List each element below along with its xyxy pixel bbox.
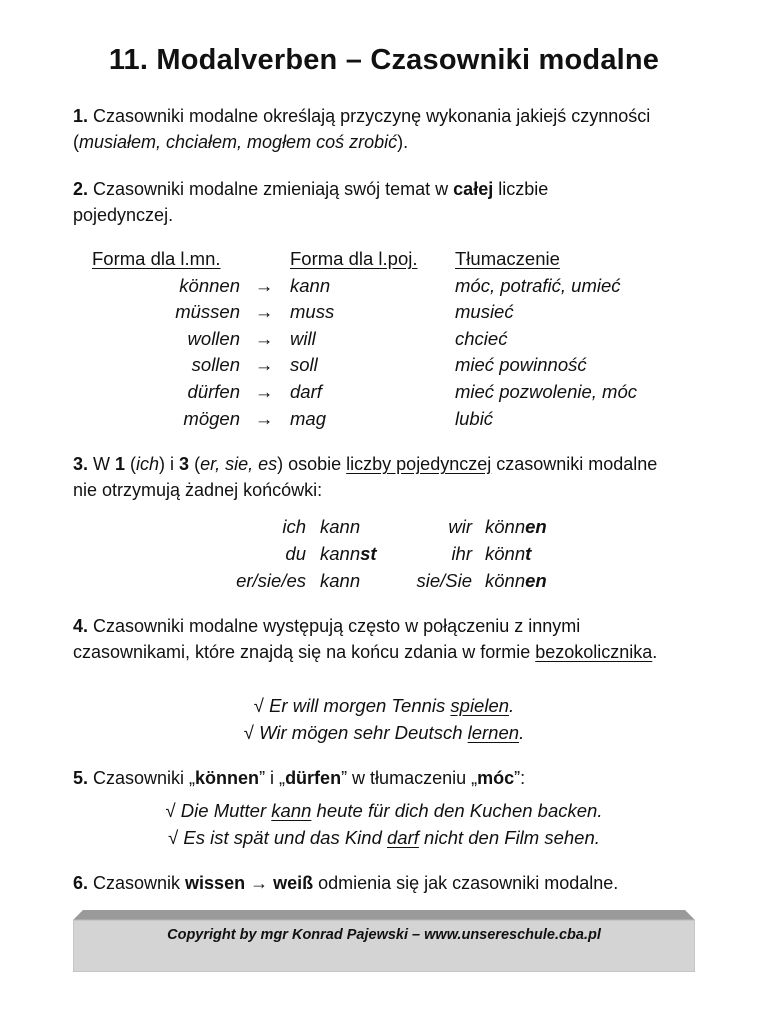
header-translation: Tłumaczenie <box>455 248 560 269</box>
paragraph-3 <box>73 451 673 503</box>
paragraph-6-number: 6. <box>73 873 89 893</box>
p4-underlined: bezokolicznika <box>535 642 653 662</box>
verb-translation: mieć powinność <box>455 354 587 376</box>
verb-translation: musieć <box>455 301 514 323</box>
paragraph-4-number: 4. <box>73 616 89 636</box>
p3-text: ) i <box>159 454 180 474</box>
verb-plural: dürfen <box>187 380 240 402</box>
p3-text: ) osobie <box>277 454 347 474</box>
verb-singular: mag <box>290 407 326 429</box>
pronoun: er/sie/es <box>236 570 306 591</box>
p5-text: ” w tłumaczeniu „ <box>341 768 478 788</box>
p6-text: odmienia się jak czasowniki modalne. <box>313 873 619 893</box>
verb-form: können <box>485 516 547 537</box>
paragraph-2-number: 2. <box>73 179 89 199</box>
paragraph-2 <box>73 176 593 228</box>
arrow-icon: → <box>254 354 274 376</box>
example-sentence: √ Es ist spät und das Kind darf nicht den Film sehen. <box>168 827 600 848</box>
header-plural: Forma dla l.mn. <box>92 248 221 269</box>
paragraph-4-examples <box>0 692 768 746</box>
example-sentence: √ Wir mögen sehr Deutsch lernen. <box>243 722 525 743</box>
pronoun: du <box>285 543 306 564</box>
verb-plural: sollen <box>191 354 240 376</box>
p3-bold-1: 1 <box>115 454 126 474</box>
example-sentence: √ Die Mutter kann heute für dich den Kuchen backen. <box>165 800 603 821</box>
p5-text: ”: <box>514 768 526 788</box>
pronoun: ich <box>282 516 306 537</box>
paragraph-5 <box>73 765 713 791</box>
p6-bold: wissen → weiß <box>185 873 314 893</box>
arrow-icon: → <box>254 274 274 296</box>
p5-bold: können <box>195 768 260 788</box>
verb-form: kann <box>320 516 361 537</box>
header-singular: Forma dla l.poj. <box>290 248 418 269</box>
pronoun: wir <box>448 516 472 537</box>
p6-text: Czasownik <box>88 873 186 893</box>
arrow-icon: → <box>254 407 274 429</box>
p3-text: ( <box>125 454 137 474</box>
verb-singular: kann <box>290 274 331 296</box>
verb-singular: muss <box>290 301 335 323</box>
p4-end: . <box>652 642 658 662</box>
p5-text: ” i „ <box>259 768 286 788</box>
conjugation-singular-verbs <box>320 513 410 594</box>
verb-singular: soll <box>290 354 318 376</box>
verb-translation: mieć pozwolenie, móc <box>455 380 637 402</box>
paragraph-6 <box>73 870 713 896</box>
paragraph-2-text-2: liczbie pojedynczej. <box>73 179 549 225</box>
paragraph-5-number: 5. <box>73 768 89 788</box>
verb-form: könnt <box>485 543 532 564</box>
verb-singular: will <box>290 327 316 349</box>
verb-translation: lubić <box>455 407 494 429</box>
p3-bold-2: 3 <box>179 454 190 474</box>
arrow-icon: → <box>254 301 274 323</box>
page-title: 11. Modalverben – Czasowniki modalne <box>108 44 660 76</box>
p5-bold: móc <box>477 768 515 788</box>
paragraph-5-examples <box>0 797 768 851</box>
paragraph-2-text: Czasowniki modalne zmieniają swój temat w <box>88 179 454 199</box>
verb-plural: müssen <box>175 301 240 323</box>
conjugation-singular-pronouns <box>200 513 306 594</box>
arrow-icon: → <box>254 380 274 402</box>
conjugation-plural-verbs <box>485 513 575 594</box>
copyright-banner <box>73 910 695 972</box>
example-sentence: √ Er will morgen Tennis spielen. <box>253 695 515 716</box>
verb-plural: wollen <box>187 327 240 349</box>
pronoun: sie/Sie <box>416 570 472 591</box>
verb-translation: chcieć <box>455 327 508 349</box>
verb-form: kannst <box>320 543 377 564</box>
verb-plural: mögen <box>183 407 240 429</box>
verb-form: kann <box>320 570 361 591</box>
paragraph-1-end: ). <box>397 132 409 152</box>
p3-italic-2: er, sie, es <box>200 454 278 474</box>
copyright-text: Copyright by mgr Konrad Pajewski – www.unsereschule.cba.pl <box>167 927 601 943</box>
pronoun: ihr <box>451 543 472 564</box>
verb-translation: móc, potrafić, umieć <box>455 274 621 296</box>
paragraph-3-number: 3. <box>73 454 89 474</box>
paragraph-1-examples: musiałem, chciałem, mogłem coś zrobić <box>79 132 398 152</box>
arrow-icon: → <box>254 327 274 349</box>
p3-text: czasowniki modalne nie otrzymują żadnej końcówki: <box>73 454 658 500</box>
conjugation-plural-pronouns <box>400 513 472 594</box>
paragraph-1-text: Czasowniki modalne określają przyczynę wykonania jakiejś czynności ( <box>73 106 651 152</box>
verb-plural: können <box>179 274 240 296</box>
p3-underlined: liczby pojedynczej <box>346 454 492 474</box>
p3-text: ( <box>189 454 201 474</box>
p3-italic-1: ich <box>136 454 160 474</box>
p3-text: W <box>88 454 116 474</box>
verb-form: können <box>485 570 547 591</box>
paragraph-1-number: 1. <box>73 106 89 126</box>
p5-text: Czasowniki „ <box>88 768 196 788</box>
p5-bold: dürfen <box>285 768 342 788</box>
paragraph-1 <box>73 103 713 155</box>
p4-text: Czasowniki modalne występują często w połączeniu z innymi czasownikami, które znajdą się na końcu zdania w formie <box>73 616 581 662</box>
paragraph-4 <box>73 613 683 665</box>
paragraph-2-bold: całej <box>453 179 494 199</box>
verb-singular: darf <box>290 380 322 402</box>
